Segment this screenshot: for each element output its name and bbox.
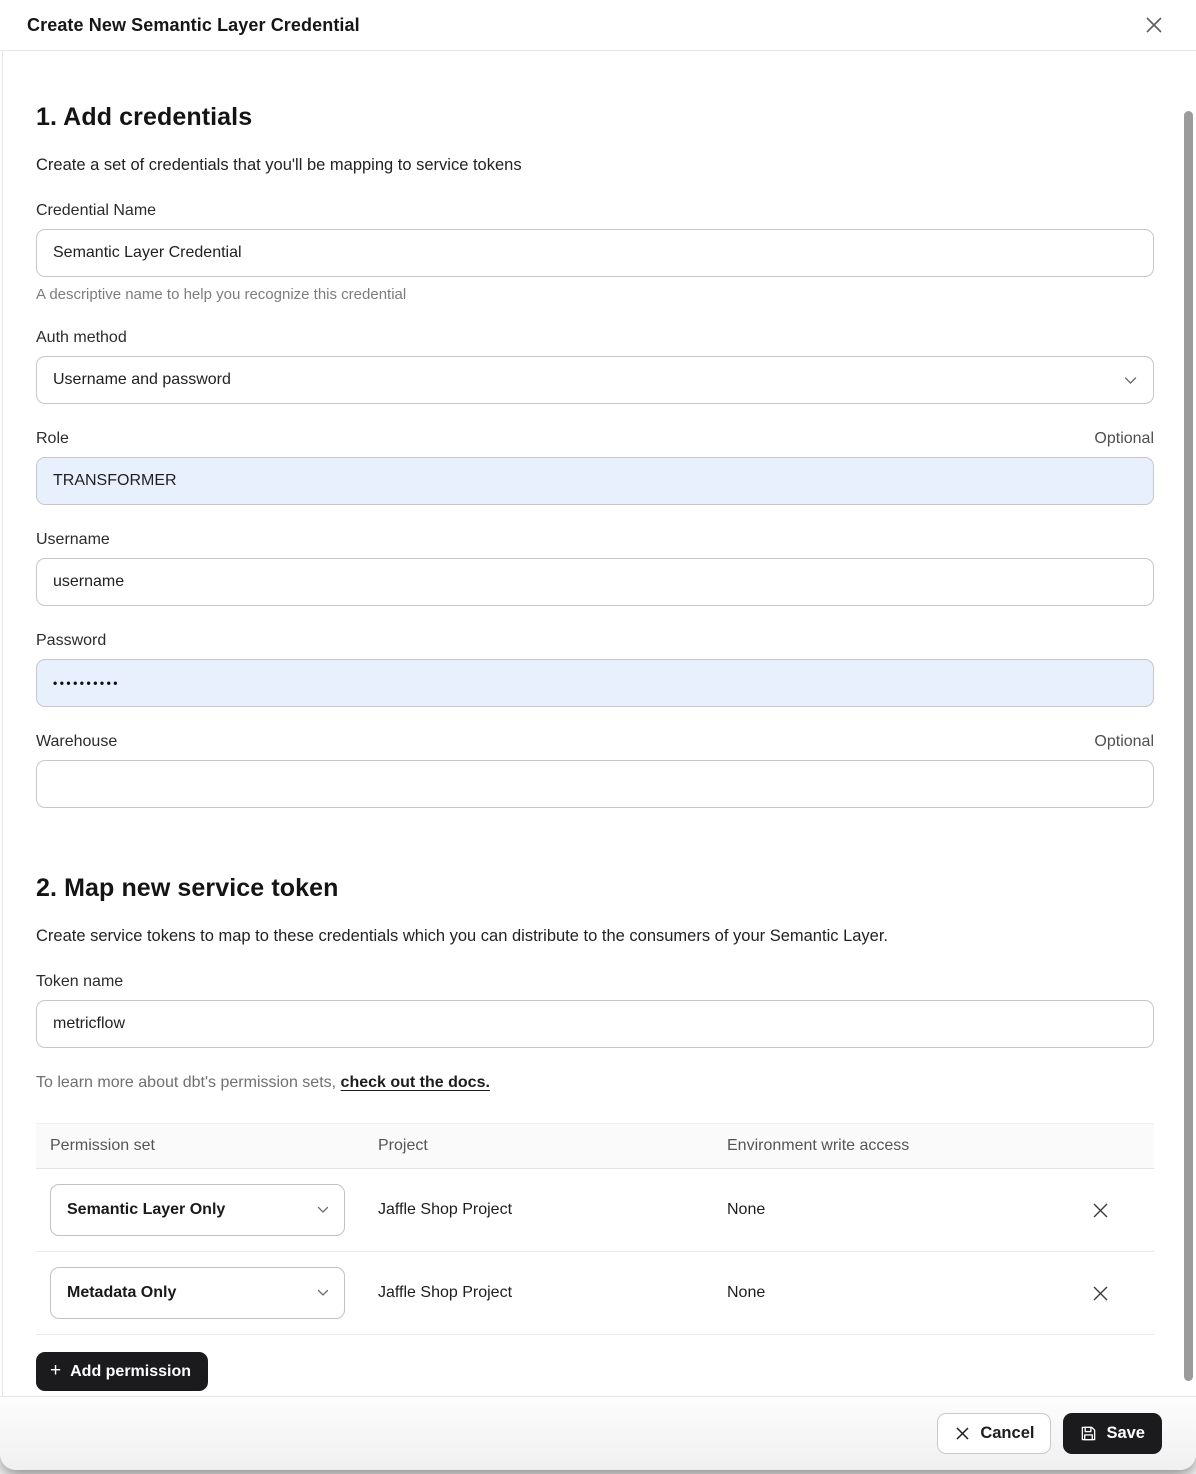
- username-input[interactable]: [36, 558, 1154, 606]
- username-label: Username: [36, 531, 110, 548]
- modal-header: [0, 0, 1196, 51]
- warehouse-field-group: [36, 733, 1154, 808]
- cancel-button[interactable]: [937, 1413, 1051, 1454]
- chevron-down-icon: [1124, 376, 1137, 385]
- remove-permission-button[interactable]: [1087, 1280, 1113, 1306]
- row-env-write-access-value: None: [727, 1284, 766, 1301]
- header-permission-set: Permission set: [50, 1137, 155, 1154]
- modal-title: Create New Semantic Layer Credential: [27, 14, 360, 35]
- row-project-value: Jaffle Shop Project: [378, 1284, 513, 1301]
- permission-set-selected-value: Metadata Only: [67, 1284, 177, 1301]
- auth-method-label: Auth method: [36, 329, 127, 346]
- save-label: Save: [1106, 1424, 1145, 1442]
- page-edge-divider: [2, 51, 3, 1396]
- row-env-write-access-value: None: [727, 1201, 766, 1218]
- docs-line: [36, 1074, 1154, 1092]
- credential-name-label: Credential Name: [36, 202, 157, 219]
- section-2-description: Create service tokens to map to these credentials which you can distribute to the consumers of your Semantic Layer.: [36, 927, 889, 945]
- docs-text: To learn more about dbt's permission sets,: [36, 1074, 337, 1091]
- modal-footer: [0, 1396, 1196, 1470]
- permission-set-select[interactable]: [50, 1184, 345, 1236]
- table-row: [36, 1252, 1154, 1335]
- close-icon: [1143, 14, 1165, 36]
- remove-icon: [1091, 1284, 1110, 1303]
- role-optional-tag: Optional: [1094, 430, 1154, 447]
- docs-link[interactable]: check out the docs.: [340, 1074, 490, 1091]
- cancel-label: Cancel: [980, 1424, 1035, 1442]
- auth-method-selected-value: Username and password: [53, 371, 231, 388]
- warehouse-label: Warehouse: [36, 733, 118, 750]
- credential-name-input[interactable]: [36, 229, 1154, 277]
- username-field-group: [36, 531, 1154, 606]
- password-label: Password: [36, 632, 107, 649]
- permission-set-select[interactable]: [50, 1267, 345, 1319]
- chevron-down-icon: [317, 1206, 329, 1214]
- section-2-heading: 2. Map new service token: [36, 874, 339, 902]
- header-env-write-access: Environment write access: [727, 1137, 910, 1154]
- section-1-heading: 1. Add credentials: [36, 103, 253, 131]
- auth-method-select[interactable]: [36, 356, 1154, 404]
- plus-icon: +: [50, 1360, 62, 1381]
- role-field-group: [36, 430, 1154, 505]
- header-project: Project: [378, 1137, 428, 1154]
- table-row: [36, 1169, 1154, 1252]
- warehouse-input[interactable]: [36, 760, 1154, 808]
- cancel-x-icon: [954, 1425, 971, 1442]
- add-permission-label: Add permission: [70, 1362, 192, 1380]
- token-name-input[interactable]: [36, 1000, 1154, 1048]
- token-name-label: Token name: [36, 973, 124, 990]
- password-field-group: [36, 632, 1154, 707]
- scrollbar-track[interactable]: [1182, 51, 1196, 1396]
- permission-set-selected-value: Semantic Layer Only: [67, 1201, 226, 1218]
- credential-name-helper: A descriptive name to help you recognize this credential: [36, 286, 407, 303]
- scrollbar-thumb[interactable]: [1184, 111, 1193, 1381]
- permissions-table-header: [36, 1123, 1154, 1169]
- credential-name-field-group: [36, 202, 1154, 303]
- row-project-value: Jaffle Shop Project: [378, 1201, 513, 1218]
- section-1-description: Create a set of credentials that you'll be mapping to service tokens: [36, 156, 522, 174]
- warehouse-optional-tag: Optional: [1094, 733, 1154, 750]
- save-button[interactable]: [1063, 1413, 1162, 1454]
- close-button[interactable]: [1140, 11, 1168, 39]
- chevron-down-icon: [317, 1289, 329, 1297]
- modal-body: [0, 51, 1196, 1391]
- role-input[interactable]: [36, 457, 1154, 505]
- remove-icon: [1091, 1201, 1110, 1220]
- auth-method-field-group: [36, 329, 1154, 404]
- add-permission-button[interactable]: [36, 1352, 208, 1391]
- password-input[interactable]: [36, 659, 1154, 707]
- token-name-field-group: [36, 973, 1154, 1048]
- remove-permission-button[interactable]: [1087, 1197, 1113, 1223]
- permissions-table: [36, 1123, 1154, 1335]
- save-disk-icon: [1080, 1425, 1097, 1442]
- role-label: Role: [36, 430, 69, 447]
